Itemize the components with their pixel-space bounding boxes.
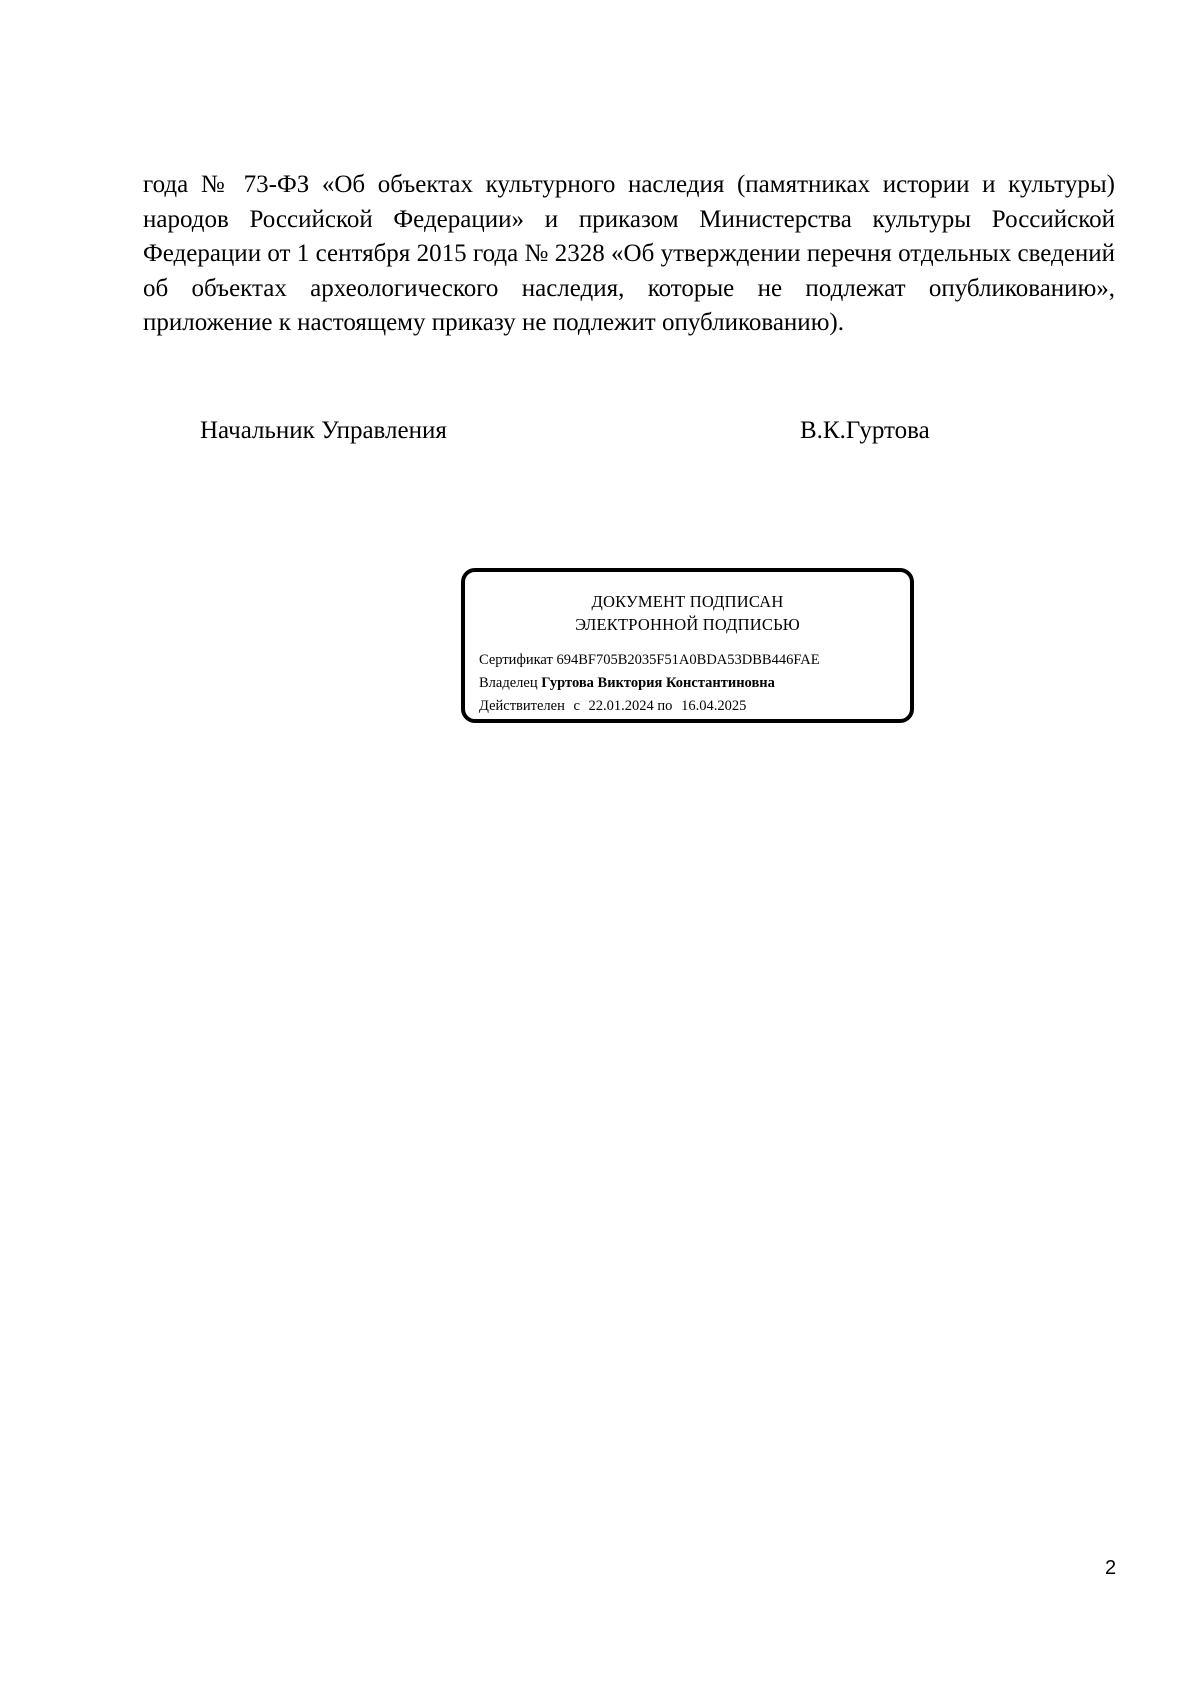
stamp-certificate-line xyxy=(479,650,820,670)
signer-name: В.К.Гуртова xyxy=(800,417,930,444)
page-number: 2 xyxy=(1105,1557,1117,1579)
certificate-label: Сертификат xyxy=(479,652,553,668)
signer-position: Начальник Управления xyxy=(200,417,447,444)
valid-from-label: с xyxy=(573,698,580,714)
owner-label: Владелец xyxy=(479,675,538,691)
valid-label: Действителен xyxy=(479,698,565,714)
certificate-value: 694BF705B2035F51A0BDA53DBB446FAE xyxy=(556,652,820,668)
stamp-title xyxy=(465,590,910,636)
owner-value: Гуртова Виктория Константиновна xyxy=(541,675,775,691)
valid-to-date: 16.04.2025 xyxy=(681,698,747,714)
stamp-validity-line xyxy=(479,696,746,716)
electronic-signature-stamp xyxy=(461,568,914,723)
valid-to-label: по xyxy=(657,698,673,714)
stamp-title-line2: ЭЛЕКТРОННОЙ ПОДПИСЬЮ xyxy=(575,615,800,634)
body-paragraph: года № 73-ФЗ «Об объектах культурного наследия (памятниках истории и культуры) народов Российской Федерации» и приказом Министерства культуры Российской Федерации от 1 сентября 2015 года № 2328 «Об утверждении перечня отдельных сведений об объектах археологического наследия, которые не подлежат опубликованию», приложение к настоящему приказу не подлежит опубликованию). xyxy=(143,171,1115,336)
stamp-owner-line xyxy=(479,673,775,693)
valid-from-date: 22.01.2024 xyxy=(588,698,654,714)
stamp-title-line1: ДОКУМЕНТ ПОДПИСАН xyxy=(591,592,784,611)
